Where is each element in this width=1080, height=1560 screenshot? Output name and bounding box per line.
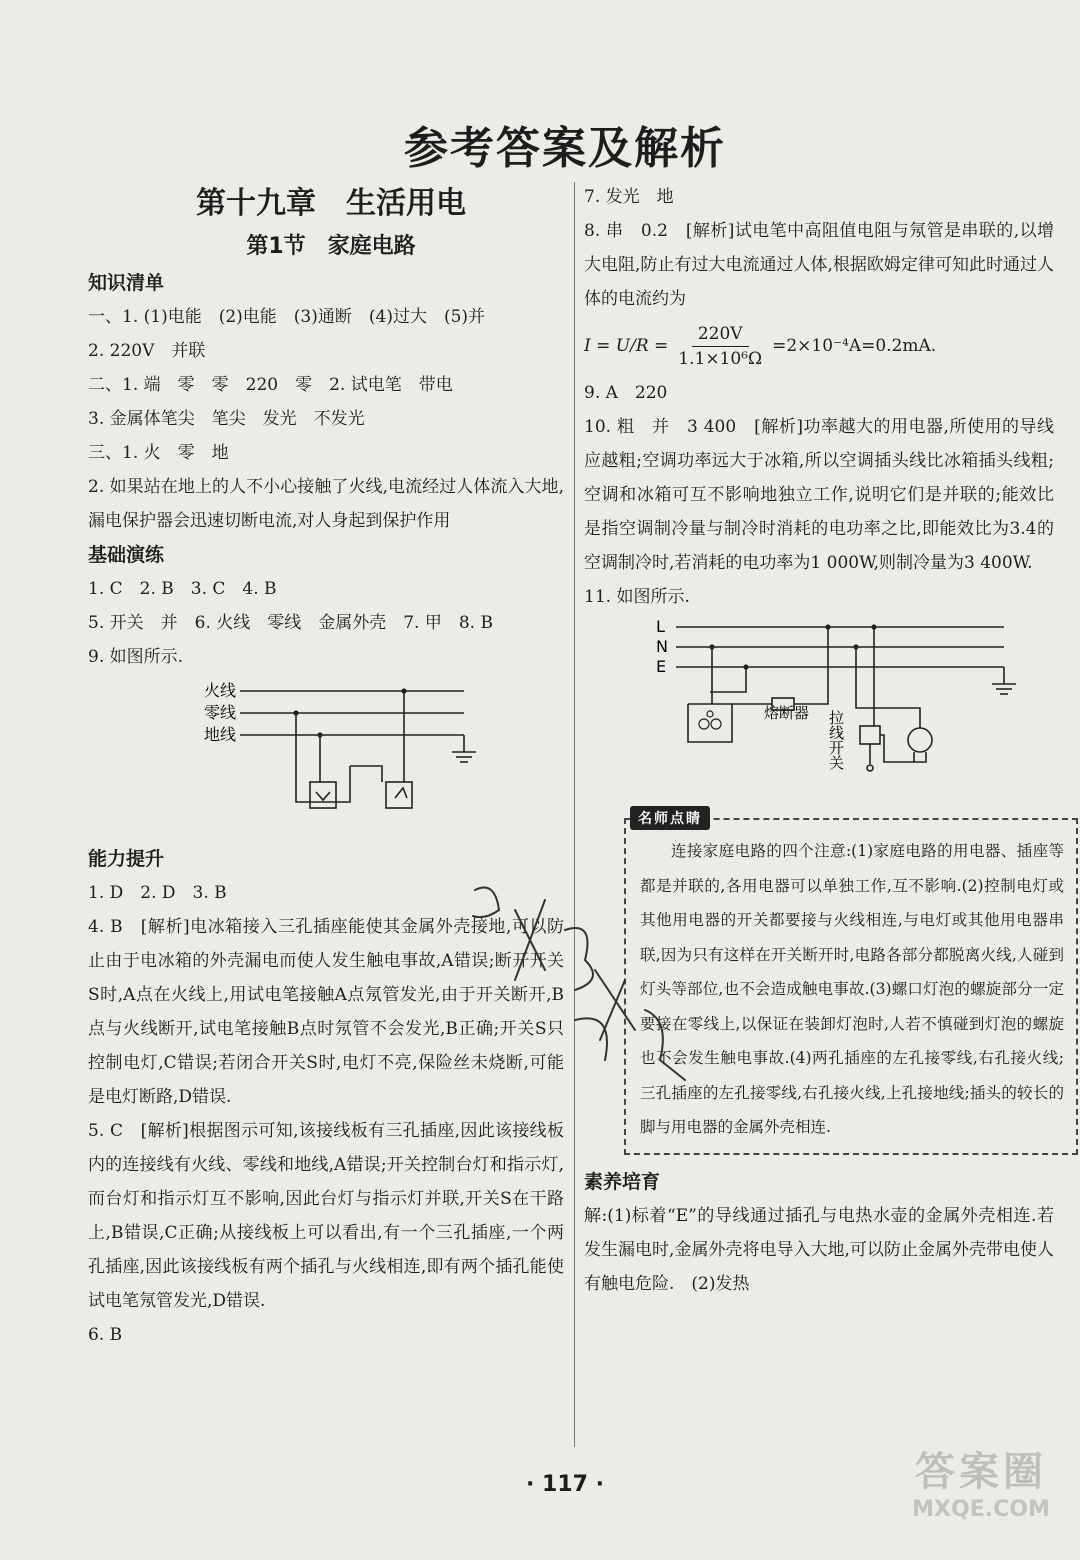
literacy-answer: 解:(1)标着“E”的导线通过插孔与电热水壶的金属外壳相连.若发生漏电时,金属外壳将电导入大地,可以防止金属外壳带电使人有触电危险. (2)发热 <box>584 1205 1054 1294</box>
right-column <box>584 180 1064 1301</box>
fig9-three-hole-socket <box>310 782 336 808</box>
heading-knowledge: 知识清单 <box>88 272 165 294</box>
fig11-switch <box>860 726 880 744</box>
answer-8: 8. 串 0.2 [解析]试电笔中高阻值电阻与氖管是串联的,以增大电阻,防止有过大电流通过人体,根据欧姆定律可知此时通过人体的电流约为 <box>584 221 1054 309</box>
knowledge-line-2: 2. 220V 并联 <box>88 341 206 361</box>
fraction-denominator: 1.1×10⁶Ω <box>678 348 763 369</box>
ability-answer-5: 5. C [解析]根据图示可知,该接线板有三孔插座,因此该接线板内的连接线有火线、零线和地线,A错误;开关控制台灯和指示灯,而台灯和指示灯互不影响,因此台灯与指示灯并联,开关S在干路上,B错误,C正确;从接线板上可以看出,有一个三孔插座,一个两孔插座,因此该接线板有两个插孔与火线相连,即有两个插孔能使试电笔氖管发光,D错误. <box>88 1121 564 1311</box>
left-column <box>88 180 564 1352</box>
ability-line-1: 1. D 2. D 3. B <box>88 883 227 903</box>
heading-ability: 能力提升 <box>88 848 165 870</box>
tip-tag: 名师点睛 <box>630 806 710 830</box>
fraction <box>672 322 768 371</box>
fig9-label-ground: 地线 <box>204 725 237 744</box>
fig11-bulb <box>908 728 932 752</box>
knowledge-line-3: 二、1. 端 零 零 220 零 2. 试电笔 带电 <box>88 375 453 395</box>
basic-line-1: 1. C 2. B 3. C 4. B <box>88 579 277 599</box>
answer-8-formula <box>584 316 1054 376</box>
fig9-two-hole-socket <box>386 782 412 808</box>
basic-line-2: 5. 开关 并 6. 火线 零线 金属外壳 7. 甲 8. B <box>88 613 493 633</box>
fig9-label-live: 火线 <box>204 681 237 700</box>
column-divider <box>574 182 575 1447</box>
knowledge-line-6: 2. 如果站在地上的人不小心接触了火线,电流经过人体流入大地,漏电保护器会迅速切断电流,对人身起到保护作用 <box>88 477 564 531</box>
watermark-logo <box>892 1440 1070 1550</box>
fig9-label-neutral: 零线 <box>204 703 237 722</box>
fig11-label-L: L <box>656 617 665 636</box>
teacher-tip-box <box>624 811 1078 1155</box>
fig11-label-E: E <box>656 657 667 676</box>
section-title: 第1节 家庭电路 <box>246 234 416 259</box>
answer-10: 10. 粗 并 3 400 [解析]功率越大的用电器,所使用的导线应越粗;空调功率远大于冰箱,所以空调插头线比冰箱插头线粗;空调和冰箱可互不影响地独立工作,说明它们是并联的;能效比是指空调制冷量与制冷时消耗的电功率之比,即能效比为3.4的空调制冷时,若消耗的电功率为1 000W,则制冷量为3 400W. <box>584 417 1054 573</box>
knowledge-line-4: 3. 金属体笔尖 笔尖 发光 不发光 <box>88 409 365 429</box>
ability-answer-6: 6. B <box>88 1325 123 1345</box>
answer-11: 11. 如图所示. <box>584 587 690 607</box>
page-title: 参考答案及解析 <box>404 123 726 174</box>
watermark-url: MXQE.COM <box>912 1497 1050 1522</box>
fig11-label-fuse: 熔断器 <box>764 704 810 722</box>
heading-literacy: 素养培育 <box>584 1170 661 1193</box>
chapter-title: 第十九章 生活用电 <box>196 186 466 221</box>
answer-7: 7. 发光 地 <box>584 187 674 207</box>
ability-answer-4: 4. B [解析]电冰箱接入三孔插座能使其金属外壳接地,可以防止由于电冰箱的外壳漏电而使人发生触电事故,A错误;断开开关S时,A点在火线上,用试电笔接触A点氖管发光,由于开关断开,B点与火线断开,试电笔接触B点时氖管不会发光,B正确;开关S只控制电灯,C错误;若闭合开关S时,电灯不亮,保险丝未烧断,可能是电灯断路,D错误. <box>88 917 564 1107</box>
circuit-diagram-9 <box>88 674 564 824</box>
formula-result: =2×10⁻⁴A=0.2mA. <box>772 336 937 356</box>
watermark-text: 答案圈 <box>915 1449 1047 1495</box>
answer-9: 9. A 220 <box>584 383 668 403</box>
fig11-label-N: N <box>656 637 668 656</box>
fraction-numerator: 220V <box>692 322 749 347</box>
circuit-diagram-11 <box>584 614 1054 784</box>
knowledge-line-1: 一、1. (1)电能 (2)电能 (3)通断 (4)过大 (5)并 <box>88 307 486 327</box>
fig11-label-switch: 拉线开关 <box>827 710 845 770</box>
basic-line-3: 9. 如图所示. <box>88 647 184 667</box>
page-number: · 117 · <box>526 1472 604 1497</box>
knowledge-line-5: 三、1. 火 零 地 <box>88 443 229 463</box>
formula-lhs: I = U/R = <box>584 336 669 356</box>
heading-basic: 基础演练 <box>88 544 165 566</box>
tip-text: 连接家庭电路的四个注意:(1)家庭电路的用电器、插座等都是并联的,各用电器可以单独工作,互不影响.(2)控制电灯或其他用电器的开关都要接与火线相连,与电灯或其他用电器串联,因为只有这样在开关断开时,电路各部分都脱离火线,人碰到灯头等部位,也不会造成触电事故.(3)螺口灯泡的螺旋部分一定要接在零线上,以保证在装卸灯泡时,人若不慎碰到灯泡的螺旋也不会发生触电事故.(4)两孔插座的左孔接零线,右孔接火线;三孔插座的左孔接零线,右孔接火线,上孔接地线;插头的较长的脚与用电器的金属外壳相连. <box>640 842 1064 1136</box>
